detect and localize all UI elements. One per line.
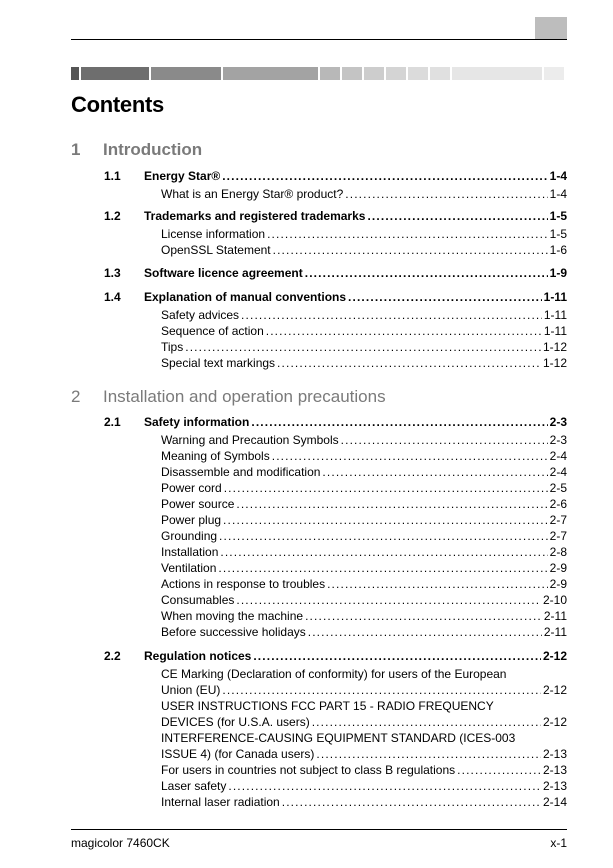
dot-leader [253, 648, 541, 664]
entry-title: What is an Energy Star® product? [161, 187, 344, 201]
page-number: 1-6 [549, 243, 567, 257]
toc-entry-row[interactable] [161, 714, 567, 730]
dot-leader [185, 339, 541, 355]
page-number: 2-13 [542, 779, 567, 793]
entry-title: Warning and Precaution Symbols [161, 433, 339, 447]
entry-title: Consumables [161, 593, 235, 607]
section-number: 2.1 [104, 415, 121, 429]
corner-tab [535, 17, 567, 39]
toc-entry-row[interactable] [161, 624, 567, 640]
dot-leader [273, 242, 548, 258]
dot-leader [312, 714, 541, 730]
page-number: 2-6 [549, 497, 567, 511]
dot-leader [219, 528, 548, 544]
page-number: 2-4 [549, 465, 567, 479]
decorative-gradient-band [71, 67, 567, 80]
toc-entry-row[interactable] [161, 307, 567, 323]
dot-leader [266, 323, 542, 339]
entry-title: Disassemble and modification [161, 465, 321, 479]
section-number: 1.2 [104, 209, 121, 223]
toc-entry-row[interactable] [161, 592, 567, 608]
band-segment [430, 67, 450, 80]
chapter-number: 1 [71, 140, 81, 159]
section-number: 1.1 [104, 169, 121, 183]
entry-title: Sequence of action [161, 324, 264, 338]
dot-leader [241, 307, 542, 323]
dot-leader [251, 414, 547, 430]
toc-section-row[interactable] [104, 414, 567, 430]
page-number: 1-5 [549, 227, 567, 241]
page-number: 2-10 [542, 593, 567, 607]
dot-leader [308, 624, 542, 640]
page-number: 2-12 [542, 649, 567, 663]
dot-leader [341, 432, 548, 448]
toc-entry-row[interactable] [161, 746, 567, 762]
toc-entry-line[interactable] [161, 730, 567, 746]
section-title: Energy Star® [144, 169, 221, 183]
page-number: 2-11 [543, 625, 567, 639]
dot-leader [457, 762, 541, 778]
entry-title: Actions in response to troubles [161, 577, 326, 591]
dot-leader [222, 168, 547, 184]
page-number: 2-5 [549, 481, 567, 495]
band-segment [81, 67, 149, 80]
entry-title: Internal laser radiation [161, 795, 280, 809]
section-title: Safety information [144, 415, 250, 429]
entry-title: ISSUE 4) (for Canada users) [161, 747, 315, 761]
toc-entry-row[interactable] [161, 512, 567, 528]
band-segment [223, 67, 318, 80]
dot-leader [220, 544, 547, 560]
section-number: 1.4 [104, 290, 121, 304]
toc-entry-row[interactable] [161, 339, 567, 355]
toc-entry-row[interactable] [161, 528, 567, 544]
toc-entry-row[interactable] [161, 432, 567, 448]
page-number: 1-9 [549, 266, 567, 280]
page-number: 2-9 [549, 577, 567, 591]
dot-leader [305, 265, 548, 281]
dot-leader [348, 289, 542, 305]
toc-entry-row[interactable] [161, 762, 567, 778]
band-segment [452, 67, 542, 80]
toc-entry-row[interactable] [161, 794, 567, 810]
page-number: 1-11 [543, 290, 567, 304]
dot-leader [327, 576, 548, 592]
toc-entry-row[interactable] [161, 464, 567, 480]
footer-rule [71, 829, 567, 830]
page-number: 2-3 [549, 433, 567, 447]
toc-entry-line[interactable] [161, 698, 567, 714]
entry-title: Tips [161, 340, 184, 354]
page-number: 1-4 [549, 169, 567, 183]
toc-section-row[interactable] [104, 265, 567, 281]
entry-title: Before successive holidays [161, 625, 306, 639]
chapter-number: 2 [71, 387, 81, 406]
dot-leader [218, 560, 547, 576]
dot-leader [282, 794, 541, 810]
toc-section-row[interactable] [104, 648, 567, 664]
entry-title: When moving the machine [161, 609, 304, 623]
entry-title: Power cord [161, 481, 222, 495]
band-segment [151, 67, 221, 80]
toc-entry-row[interactable] [161, 186, 567, 202]
entry-title: License information [161, 227, 266, 241]
toc-entry-row[interactable] [161, 323, 567, 339]
entry-title: Laser safety [161, 779, 227, 793]
entry-title: Safety advices [161, 308, 240, 322]
dot-leader [223, 512, 548, 528]
toc-entry-row[interactable] [161, 544, 567, 560]
entry-title-line: USER INSTRUCTIONS FCC PART 15 - RADIO FREQUENCY [161, 699, 494, 713]
toc-entry-line[interactable] [161, 666, 567, 682]
entry-title: Installation [161, 545, 219, 559]
page-number: 1-11 [543, 308, 567, 322]
footer-page-number: x-1 [550, 836, 567, 850]
band-segment [364, 67, 384, 80]
entry-title: Union (EU) [161, 683, 221, 697]
band-segment [342, 67, 362, 80]
page-number: 1-12 [542, 340, 567, 354]
dot-leader [277, 355, 541, 371]
page-number: 2-7 [549, 529, 567, 543]
page-number: 2-13 [542, 747, 567, 761]
entry-title-line: INTERFERENCE-CAUSING EQUIPMENT STANDARD (ICES-003 [161, 731, 516, 745]
entry-title: Power source [161, 497, 235, 511]
dot-leader [236, 592, 541, 608]
chapter-heading[interactable] [71, 140, 202, 160]
toc-section-row[interactable] [104, 208, 567, 224]
dot-leader [316, 746, 541, 762]
entry-title: Meaning of Symbols [161, 449, 270, 463]
page-number: 1-11 [543, 324, 567, 338]
page-number: 2-3 [549, 415, 567, 429]
entry-title: Special text markings [161, 356, 276, 370]
toc-section-row[interactable] [104, 289, 567, 305]
page-number: 1-12 [542, 356, 567, 370]
page-number: 2-9 [549, 561, 567, 575]
page-number: 2-13 [542, 763, 567, 777]
toc-entry-row[interactable] [161, 778, 567, 794]
page-title: Contents [71, 92, 164, 117]
entry-title: For users in countries not subject to class B regulations [161, 763, 456, 777]
band-segment [320, 67, 340, 80]
toc-section-row[interactable] [104, 168, 567, 184]
page-number: 2-4 [549, 449, 567, 463]
band-segment [386, 67, 406, 80]
chapter-title: Installation and operation precautions [103, 387, 386, 406]
page-number: 2-8 [549, 545, 567, 559]
toc-entry-row[interactable] [161, 608, 567, 624]
toc-entry-row[interactable] [161, 226, 567, 242]
dot-leader [305, 608, 542, 624]
page-number: 2-12 [542, 683, 567, 697]
toc-entry-row[interactable] [161, 448, 567, 464]
page-number: 2-11 [543, 609, 567, 623]
section-number: 1.3 [104, 266, 121, 280]
page-number: 2-12 [542, 715, 567, 729]
dot-leader [224, 480, 548, 496]
toc-entry-row[interactable] [161, 242, 567, 258]
dot-leader [345, 186, 547, 202]
band-segment [544, 67, 564, 80]
section-title: Explanation of manual conventions [144, 290, 347, 304]
chapter-title: Introduction [103, 140, 203, 159]
dot-leader [367, 208, 547, 224]
entry-title: OpenSSL Statement [161, 243, 271, 257]
entry-title-line: CE Marking (Declaration of conformity) for users of the European [161, 667, 507, 681]
dot-leader [228, 778, 541, 794]
section-title: Regulation notices [144, 649, 252, 663]
footer-product-name: magicolor 7460CK [71, 836, 170, 850]
toc-entry-row[interactable] [161, 576, 567, 592]
chapter-heading[interactable] [71, 387, 386, 407]
dot-leader [236, 496, 547, 512]
page-number: 1-5 [549, 209, 567, 223]
page-number: 1-4 [549, 187, 567, 201]
band-segment [408, 67, 428, 80]
band-segment [71, 67, 79, 80]
section-number: 2.2 [104, 649, 121, 663]
toc-entry-row[interactable] [161, 682, 567, 698]
page-number: 2-14 [542, 795, 567, 809]
entry-title: DEVICES (for U.S.A. users) [161, 715, 310, 729]
dot-leader [222, 682, 541, 698]
dot-leader [272, 448, 548, 464]
section-title: Trademarks and registered trademarks [144, 209, 366, 223]
entry-title: Ventilation [161, 561, 217, 575]
toc-entry-row[interactable] [161, 560, 567, 576]
section-title: Software licence agreement [144, 266, 303, 280]
dot-leader [267, 226, 548, 242]
toc-entry-row[interactable] [161, 496, 567, 512]
dot-leader [322, 464, 547, 480]
entry-title: Power plug [161, 513, 222, 527]
entry-title: Grounding [161, 529, 218, 543]
page-number: 2-7 [549, 513, 567, 527]
header-rule [71, 39, 567, 40]
toc-entry-row[interactable] [161, 480, 567, 496]
toc-entry-row[interactable] [161, 355, 567, 371]
